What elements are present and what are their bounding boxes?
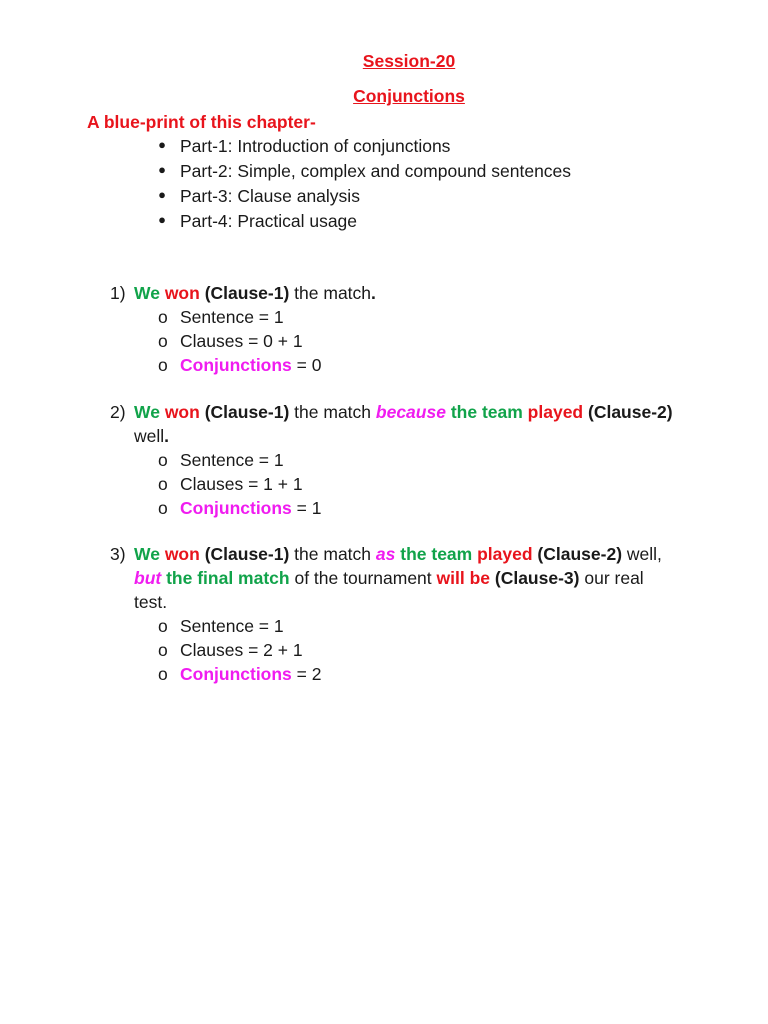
circle-bullet-icon: o: [158, 474, 168, 494]
circle-bullet-icon: o: [158, 450, 168, 470]
clause-count: Clauses = 2 + 1: [180, 640, 303, 660]
example-sentence-continued: [134, 568, 644, 589]
example-number: 3): [110, 544, 126, 564]
session-title: Session-20: [362, 51, 456, 71]
verb-word: won: [164, 544, 200, 564]
example-sentence-continued: [134, 426, 169, 447]
sentence-count: Sentence = 1: [180, 307, 284, 327]
circle-bullet-icon: o: [158, 331, 168, 351]
sentence-count: Sentence = 1: [180, 450, 284, 470]
sentence-text: the match: [294, 283, 372, 303]
period: .: [371, 283, 376, 303]
sentence-text: the match: [294, 544, 372, 564]
bullet-icon: ●: [158, 212, 166, 227]
clause-label: (Clause-3): [494, 568, 580, 588]
clause-label: (Clause-2): [588, 402, 673, 422]
conjunction-count: [180, 498, 321, 519]
verb-word: won: [164, 402, 200, 422]
blueprint-item: Part-4: Practical usage: [180, 211, 358, 231]
conjunction-word: but: [134, 568, 162, 588]
subject-word: We: [134, 283, 160, 303]
clause-label: (Clause-1): [204, 402, 290, 422]
subject-phrase: the team: [450, 402, 523, 422]
blueprint-item: Part-2: Simple, complex and compound sentences: [180, 161, 572, 181]
circle-bullet-icon: o: [158, 664, 168, 684]
clause-label: (Clause-1): [204, 544, 290, 564]
conjunction-word: because: [375, 402, 446, 422]
clause-label: (Clause-2): [537, 544, 623, 564]
example-sentence: [134, 402, 673, 423]
clause-count: Clauses = 1 + 1: [180, 474, 303, 494]
verb-word: played: [527, 402, 584, 422]
sentence-text: well,: [626, 544, 662, 564]
conjunction-word: as: [375, 544, 396, 564]
sentence-text: well: [134, 426, 165, 446]
sentence-text: the match: [294, 402, 372, 422]
blueprint-item: Part-1: Introduction of conjunctions: [180, 136, 451, 156]
clause-count: Clauses = 0 + 1: [180, 331, 303, 351]
verb-word: won: [164, 283, 200, 303]
example-number: 2): [110, 402, 126, 422]
verb-word: will be: [436, 568, 490, 588]
conjunctions-label: Conjunctions: [180, 664, 292, 684]
circle-bullet-icon: o: [158, 640, 168, 660]
conjunctions-label: Conjunctions: [180, 498, 292, 518]
subject-word: We: [134, 544, 160, 564]
subject-phrase: the final match: [166, 568, 290, 588]
subject-phrase: the team: [400, 544, 473, 564]
blueprint-item: Part-3: Clause analysis: [180, 186, 360, 206]
bullet-icon: ●: [158, 187, 166, 202]
conjunctions-label: Conjunctions: [180, 355, 292, 375]
example-sentence: [134, 283, 376, 304]
clause-label: (Clause-1): [204, 283, 290, 303]
conjunctions-value: = 1: [291, 498, 322, 518]
circle-bullet-icon: o: [158, 498, 168, 518]
topic-title: Conjunctions: [353, 86, 465, 106]
conjunction-count: [180, 664, 321, 685]
period: .: [164, 426, 170, 446]
conjunction-count: [180, 355, 321, 376]
subject-word: We: [134, 402, 160, 422]
sentence-count: Sentence = 1: [180, 616, 284, 636]
verb-word: played: [477, 544, 533, 564]
circle-bullet-icon: o: [158, 616, 168, 636]
example-number: 1): [110, 283, 126, 303]
blueprint-heading: A blue-print of this chapter-: [87, 112, 316, 132]
example-sentence: [134, 544, 662, 565]
sentence-text: our real: [584, 568, 644, 588]
bullet-icon: ●: [158, 162, 166, 177]
example-sentence-continued: test.: [134, 592, 168, 612]
conjunctions-value: = 0: [291, 355, 322, 375]
conjunctions-value: = 2: [291, 664, 322, 684]
circle-bullet-icon: o: [158, 355, 168, 375]
circle-bullet-icon: o: [158, 307, 168, 327]
sentence-text: of the tournament: [294, 568, 432, 588]
bullet-icon: ●: [158, 137, 166, 152]
